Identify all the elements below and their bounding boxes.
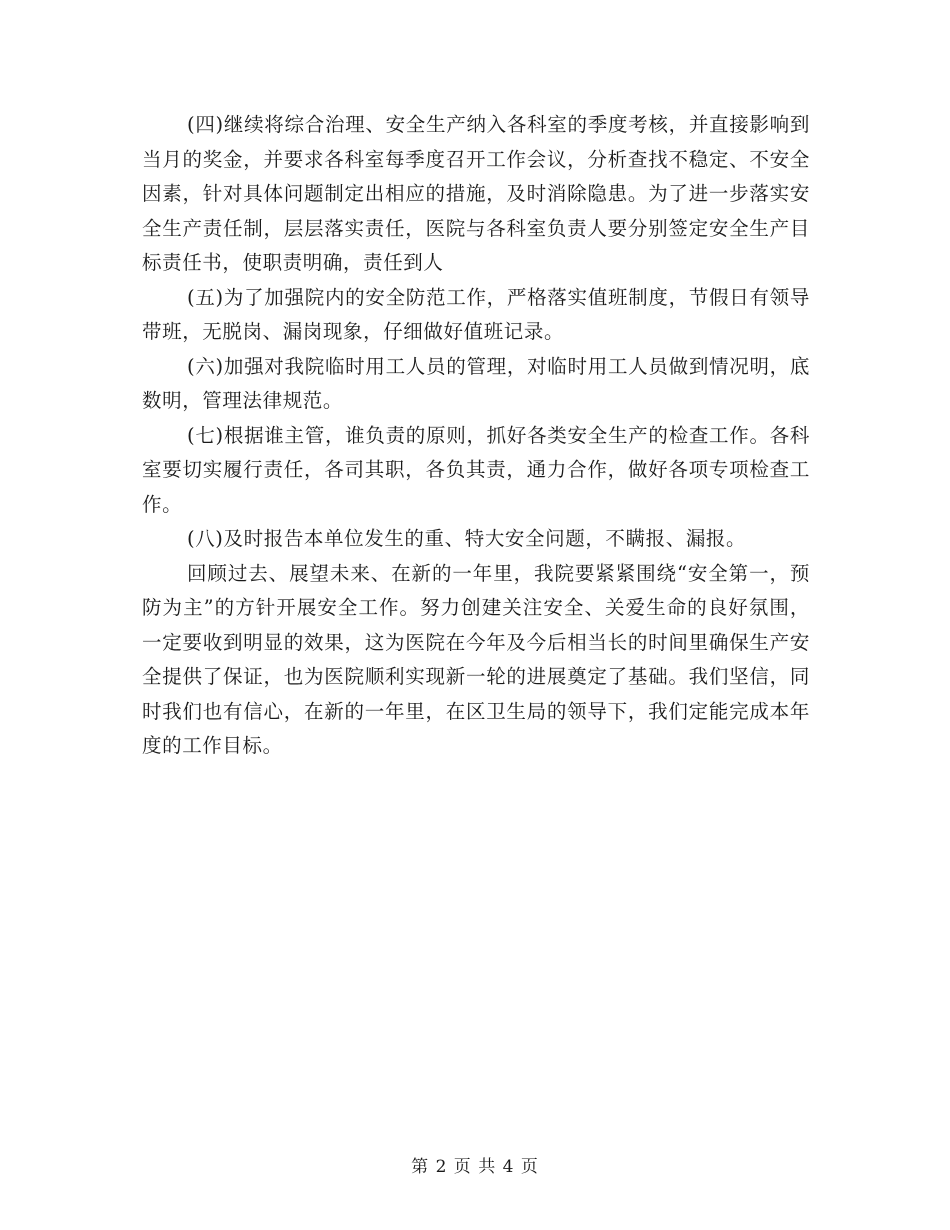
page-number-label: 第 2 页 共 4 页 [411,1157,539,1177]
paragraph-section-7: (七)根据谁主管，谁负责的原则，抓好各类安全生产的检查工作。各科室要切实履行责任，各司其职，各负其责，通力合作，做好各项专项检查工作。 [142,423,810,516]
paragraph-section-6: (六)加强对我院临时用工人员的管理，对临时用工人员做到情况明，底数明，管理法律规范。 [142,354,810,412]
paragraph-conclusion: 回顾过去、展望未来、在新的一年里，我院要紧紧围绕“安全第一，预防为主”的方针开展安全工作。努力创建关注安全、关爱生命的良好氛围，一定要收到明显的效果，这为医院在今年及今后相当长的时间里确保生产安全提供了保证，也为医院顺利实现新一轮的进展奠定了基础。我们坚信，同时我们也有信心，在新的一年里，在区卫生局的领导下，我们定能完成本年度的工作目标。 [142,561,810,757]
paragraph-section-8: (八)及时报告本单位发生的重、特大安全问题，不瞒报、漏报。 [187,527,747,550]
document-body [142,108,810,764]
paragraph-section-5: (五)为了加强院内的安全防范工作，严格落实值班制度，节假日有领导带班，无脱岗、漏岗现象，仔细做好值班记录。 [142,285,810,343]
page-footer [0,1152,950,1177]
paragraph-section-4: (四)继续将综合治理、安全生产纳入各科室的季度考核，并直接影响到当月的奖金，并要求各科室每季度召开工作会议，分析查找不稳定、不安全因素，针对具体问题制定出相应的措施，及时消除隐患。为了进一步落实安全生产责任制，层层落实责任，医院与各科室负责人要分别签定安全生产目标责任书，使职责明确，责任到人 [142,113,810,274]
